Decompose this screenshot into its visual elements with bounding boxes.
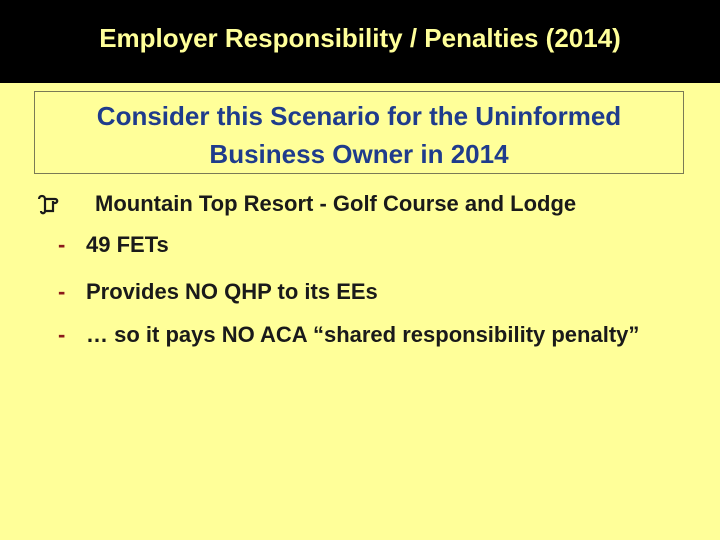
scenario-line-1: Consider this Scenario for the Uninformed xyxy=(96,101,622,131)
scenario-box xyxy=(34,91,684,174)
scenario-line-2: Business Owner in 2014 xyxy=(209,139,509,169)
sub-bullet-text: 49 FETs xyxy=(86,232,169,257)
sub-bullet-dash: - xyxy=(58,322,66,347)
title-bar xyxy=(0,0,720,83)
sub-bullet-text: Provides NO QHP to its EEs xyxy=(86,279,378,304)
sub-bullet-dash: - xyxy=(58,232,66,257)
sub-bullet-text: … so it pays NO ACA “shared responsibility penalty” xyxy=(86,322,640,347)
slide-title: Employer Responsibility / Penalties (2014) xyxy=(99,22,621,53)
scroll-bullet-icon xyxy=(36,190,60,218)
main-bullet-text: Mountain Top Resort - Golf Course and Lodge xyxy=(95,191,577,216)
sub-bullet-dash: - xyxy=(58,279,66,304)
